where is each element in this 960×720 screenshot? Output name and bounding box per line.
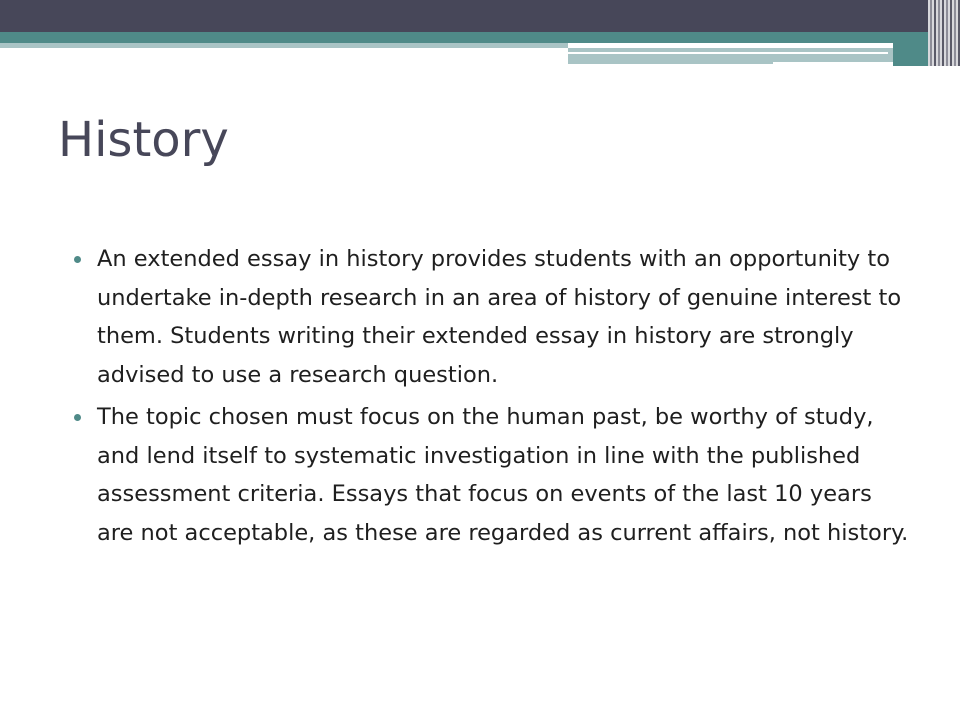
bullet-list — [74, 240, 914, 556]
bullet-text: An extended essay in history provides students with an opportunity to undertake in-depth research in an area of history of genuine interest to them. Students writing their extended essay in history are strongly advised to use a research question. — [97, 246, 902, 388]
header-band-light-left — [0, 43, 568, 48]
header-stripes — [928, 0, 960, 66]
header-band-teal — [0, 32, 960, 43]
bullet-dot-icon — [74, 256, 81, 263]
header-band-dark — [0, 0, 960, 32]
header-band-white-under — [773, 62, 893, 66]
bullet-item — [74, 398, 914, 552]
header-corner-block — [893, 43, 928, 66]
bullet-text: The topic chosen must focus on the human past, be worthy of study, and lend itself to systematic investigation in line with the published assessment criteria. Essays that focus on events of the last 10 years are not acceptable, as these are regarded as current affairs, not history. — [97, 404, 909, 546]
bullet-dot-icon — [74, 414, 81, 421]
bullet-item — [74, 240, 914, 394]
header-band-thin-line — [568, 52, 888, 54]
slide-title: History — [58, 112, 229, 168]
